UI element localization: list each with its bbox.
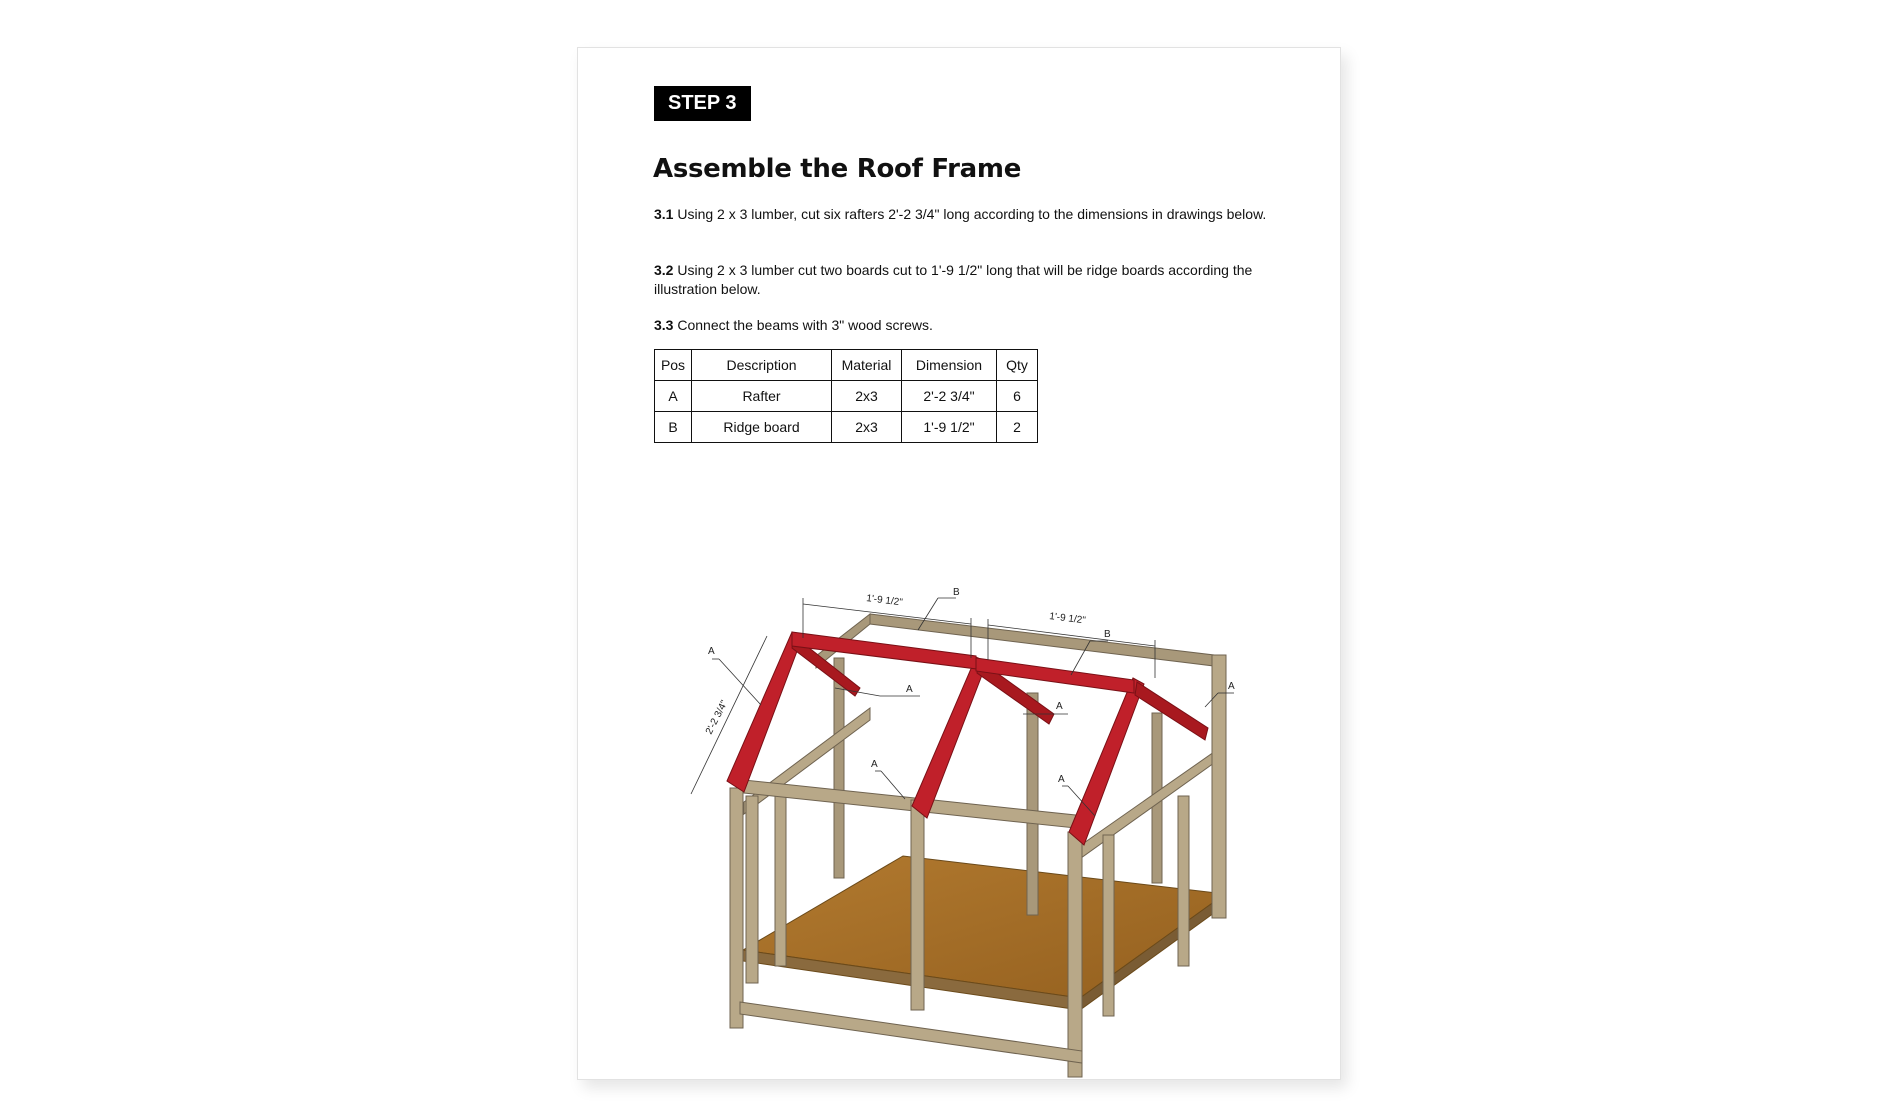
callout-label: A bbox=[708, 646, 715, 657]
instruction-number: 3.2 bbox=[654, 262, 674, 278]
page-title: Assemble the Roof Frame bbox=[653, 154, 1022, 184]
column-header: Qty bbox=[997, 350, 1038, 381]
ridge-dimension-label: 1'-9 1/2" bbox=[1048, 611, 1087, 627]
instruction-text: Using 2 x 3 lumber cut two boards cut to 1'-9 1/2" long that will be ridge boards according the illustration below. bbox=[654, 262, 1253, 297]
table-cell: Ridge board bbox=[692, 412, 832, 443]
table-cell: 2x3 bbox=[832, 381, 902, 412]
table-cell: 6 bbox=[997, 381, 1038, 412]
instruction-page bbox=[577, 47, 1341, 1080]
column-header: Pos bbox=[655, 350, 692, 381]
ridge-dimension-label: 1'-9 1/2" bbox=[865, 593, 904, 609]
column-header: Description bbox=[692, 350, 832, 381]
roof-frame-diagram bbox=[578, 48, 1340, 1079]
table-cell: 2x3 bbox=[832, 412, 902, 443]
callout-label: A bbox=[1058, 774, 1065, 785]
callout-label: A bbox=[1228, 681, 1235, 692]
instruction-text: Connect the beams with 3" wood screws. bbox=[677, 317, 933, 333]
callout-label: A bbox=[1056, 701, 1063, 712]
table-cell: 2'-2 3/4" bbox=[902, 381, 997, 412]
table-cell: 1'-9 1/2" bbox=[902, 412, 997, 443]
callout-label: A bbox=[871, 759, 878, 770]
column-header: Dimension bbox=[902, 350, 997, 381]
rafter-dimension-label: 2'-2 3/4" bbox=[703, 698, 731, 737]
callout-label: B bbox=[1104, 629, 1111, 640]
table-cell: B bbox=[655, 412, 692, 443]
callout-label: A bbox=[906, 684, 913, 695]
column-header: Material bbox=[832, 350, 902, 381]
step-badge: STEP 3 bbox=[654, 86, 751, 121]
table-cell: A bbox=[655, 381, 692, 412]
instruction-text: Using 2 x 3 lumber, cut six rafters 2'-2 3/4" long according to the dimensions in drawings below. bbox=[677, 206, 1267, 222]
callout-label: B bbox=[953, 587, 960, 598]
instruction-number: 3.3 bbox=[654, 317, 674, 333]
table-cell: Rafter bbox=[692, 381, 832, 412]
instruction-number: 3.1 bbox=[654, 206, 674, 222]
table-cell: 2 bbox=[997, 412, 1038, 443]
